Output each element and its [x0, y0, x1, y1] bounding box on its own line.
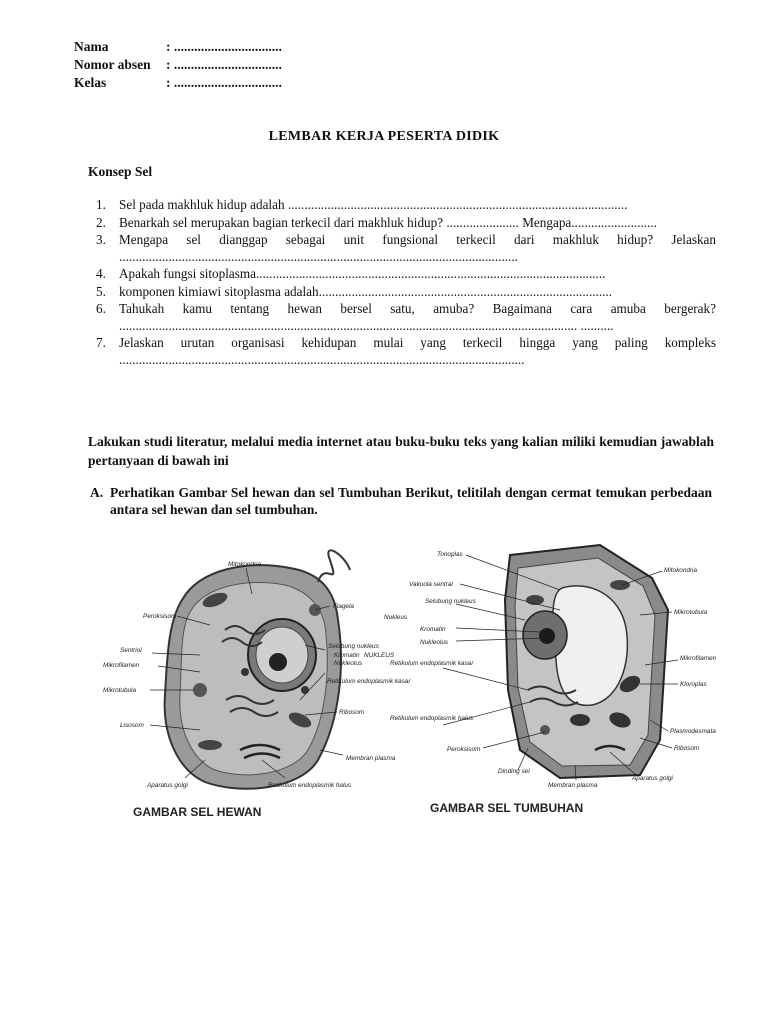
identity-value: : ................................	[166, 39, 282, 54]
animal-label-selubung: Selubung nukleus	[328, 643, 379, 650]
question-number: 1.	[96, 197, 106, 212]
question-list	[96, 197, 716, 369]
identity-block	[74, 38, 282, 92]
animal-cell-caption: GAMBAR SEL HEWAN	[133, 805, 262, 819]
plant-label-re-kasar: Retikulum endoplasmik kasar	[390, 660, 474, 667]
section-a-text: Perhatikan Gambar Sel hewan dan sel Tumbuhan Berikut, telitilah dengan cermat temukan perbedaan antara sel hewan dan sel tumbuhan.	[110, 485, 712, 517]
question-text: Jelaskan urutan organisasi kehidupan mulai yang terkecil hingga yang paling kompleks ...........................................................................................................................	[119, 335, 716, 367]
list-item	[96, 284, 716, 301]
question-number: 2.	[96, 214, 106, 230]
plant-label-peroksisom: Peroksisom	[447, 746, 481, 753]
identity-row-kelas	[74, 74, 282, 92]
plant-label-kromatin: Kromatin	[420, 626, 446, 633]
question-number: 7.	[96, 335, 106, 350]
plant-label-membran: Membran plasma	[548, 782, 598, 789]
animal-label-re-kasar: Retikulum endoplasmik kasar	[327, 678, 411, 685]
animal-label-mikrotubula: Mikrotubula	[103, 687, 137, 694]
plant-label-tonoplas: Tonoplas	[437, 551, 463, 558]
animal-label-flagela: Flagela	[333, 603, 354, 610]
question-number: 4.	[96, 266, 106, 281]
animal-label-golgi: Aparatus golgi	[147, 782, 188, 789]
section-a	[90, 484, 712, 518]
identity-value: : ................................	[166, 75, 282, 90]
plant-label-ribosom: Ribosom	[674, 745, 700, 752]
list-item	[96, 266, 716, 283]
animal-label-nukleolus: Nukleolus	[334, 660, 363, 667]
question-text: Mengapa sel dianggap sebagai unit fungsional terkecil dari makhluk hidup? Jelaskan .........................................................................................................................	[119, 232, 716, 264]
section-heading: Konsep Sel	[88, 164, 153, 179]
identity-row-nama	[74, 38, 282, 56]
animal-cell-diagram	[103, 550, 411, 819]
plant-cell-caption: GAMBAR SEL TUMBUHAN	[430, 801, 584, 815]
list-item	[96, 335, 716, 368]
identity-label: Nama	[74, 39, 109, 54]
animal-label-kromatin: Kromatin	[334, 652, 360, 659]
plant-label-nukleus: Nukleus	[384, 614, 408, 621]
plant-label-golgi: Aparatus golgi	[632, 775, 673, 782]
animal-label-sentriol: Sentriol	[120, 647, 142, 654]
plant-label-nukleolus: Nukleolus	[420, 639, 449, 646]
plant-label-mikrotubula: Mikrotubula	[674, 609, 708, 616]
animal-label-ribosom: Ribosom	[339, 709, 365, 716]
question-text: Apakah fungsi sitoplasma..........................................................................................................	[119, 266, 606, 281]
animal-label-lisosom: Lisosom	[120, 722, 144, 729]
plant-label-mikrofilamen: Mikrofilamen	[680, 655, 717, 662]
plant-cell-diagram	[384, 545, 717, 815]
plant-label-vakuola: Vakuola sentral	[409, 581, 453, 588]
question-number: 6.	[96, 301, 106, 316]
identity-value: : ................................	[166, 57, 282, 72]
question-number: 3.	[96, 232, 106, 247]
plant-label-dinding: Dinding sel	[498, 768, 530, 775]
plant-label-selubung: Selubung nukleus	[425, 598, 476, 605]
section-a-number: A.	[90, 485, 104, 500]
page-title: LEMBAR KERJA PESERTA DIDIK	[268, 129, 500, 144]
question-text: Tahukah kamu tentang hewan bersel satu, amuba? Bagaimana cara amuba bergerak? ........................................................................................................................................... ..........	[119, 301, 716, 333]
animal-label-peroksisom: Peroksisom	[143, 613, 177, 620]
question-text: Sel pada makhluk hidup adalah .......................................................................................................	[119, 197, 628, 212]
question-text: Benarkah sel merupakan bagian terkecil dari makhluk hidup? ...................... Mengapa..........................	[119, 214, 657, 230]
plant-label-re-halus: Retikulum endoplasmik halus	[390, 715, 474, 722]
question-text: komponen kimiawi sitoplasma adalah.........................................................................................	[119, 283, 613, 299]
plant-label-mitokondria: Mitokondria	[664, 567, 698, 574]
list-item	[96, 232, 716, 265]
identity-label: Kelas	[74, 75, 107, 90]
animal-label-re-halus: Retikulum endoplasmik halus	[268, 782, 352, 789]
question-number: 5.	[96, 283, 106, 299]
animal-label-mikrofilamen: Mikrofilamen	[103, 662, 140, 669]
animal-label-nukleus: NUKLEUS	[364, 652, 395, 659]
list-item	[96, 197, 716, 214]
plant-label-plasmodesmata: Plasmodesmata	[670, 728, 716, 735]
cell-diagrams	[0, 530, 768, 830]
identity-label: Nomor absen	[74, 57, 151, 72]
list-item	[96, 215, 716, 232]
instruction-paragraph: Lakukan studi literatur, melalui media internet atau buku-buku teks yang kalian miliki kemudian jawablah pertanyaan di bawah ini	[88, 434, 714, 468]
animal-label-mitokondria: Mitokondria	[228, 561, 262, 568]
list-item	[96, 301, 716, 334]
plant-label-kloroplas: Kloroplas	[680, 681, 707, 688]
animal-label-membran: Membran plasma	[346, 755, 396, 762]
identity-row-absen	[74, 56, 282, 74]
